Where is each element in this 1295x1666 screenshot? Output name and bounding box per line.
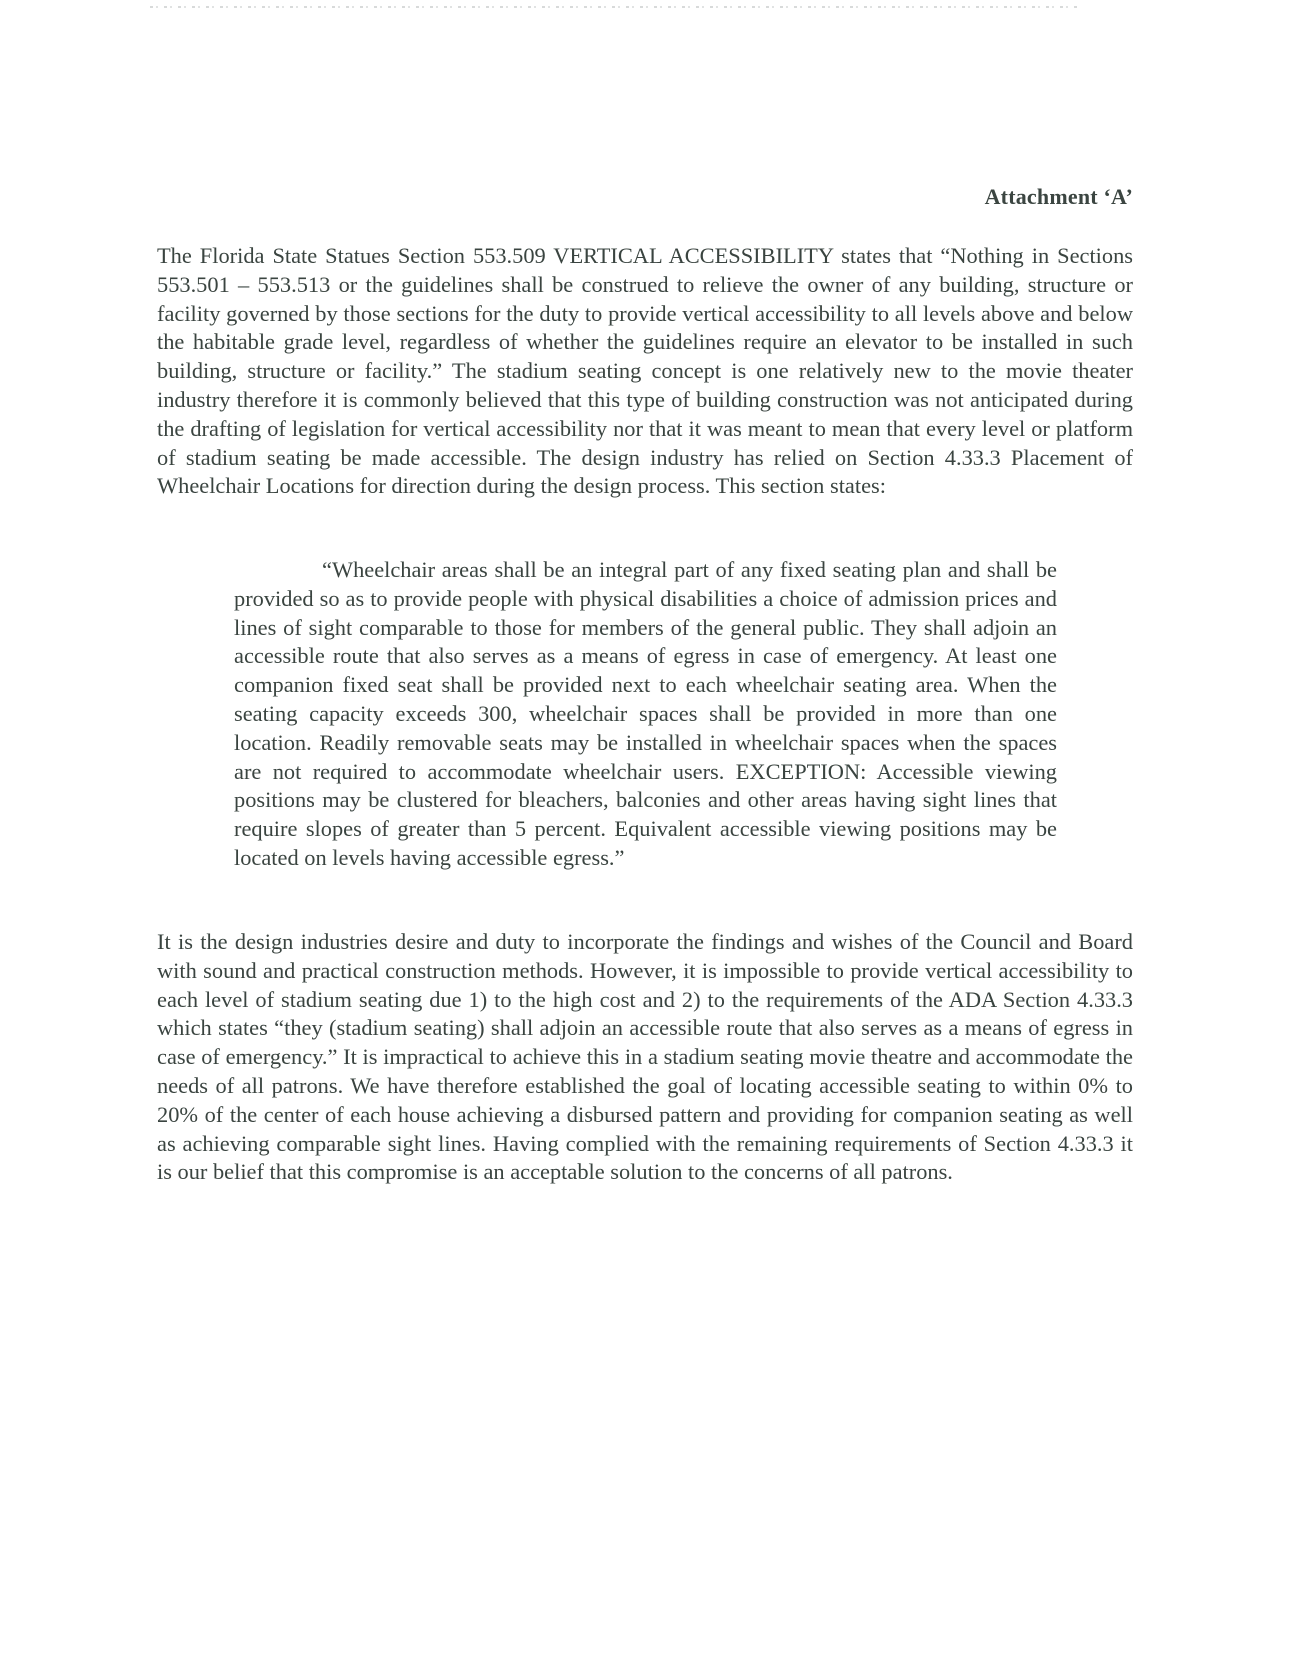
quoted-section-4-33-3: “Wheelchair areas shall be an integral part of any fixed seating plan and shall be provided so as to provide people with physical disabilities a choice of admission prices and lines of sight comparable to those for members of the general public. They shall adjoin an accessible route that also serves as a means of egress in case of emergency. At least one companion fixed seat shall be provided next to each wheelchair seating area. When the seating capacity exceeds 300, wheelchair spaces shall be provided in more than one location. Readily removable seats may be installed in wheelchair spaces when the spaces are not required to accommodate wheelchair users. EXCEPTION: Accessible viewing positions may be clustered for bleachers, balconies and other areas having sight lines that require slopes of greater than 5 percent. Equivalent accessible viewing positions may be located on levels having accessible egress.” — [234, 557, 1057, 870]
attachment-heading: Attachment ‘A’ — [984, 184, 1133, 209]
conclusion-paragraph: It is the design industries desire and duty to incorporate the findings and wishes of the Council and Board with sound and practical construction methods. However, it is impossible to provide vertical accessibility to each level of stadium seating due 1) to the high cost and 2) to the requirements of the ADA Section 4.33.3 which states “they (stadium seating) shall adjoin an accessible route that also serves as a means of egress in case of emergency.” It is impractical to achieve this in a stadium seating movie theatre and accommodate the needs of all patrons. We have therefore established the goal of locating accessible seating to within 0% to 20% of the center of each house achieving a disbursed pattern and providing for companion seating as well as achieving comparable sight lines. Having complied with the remaining requirements of Section 4.33.3 it is our belief that this compromise is an acceptable solution to the concerns of all patrons. — [157, 929, 1133, 1185]
intro-paragraph: The Florida State Statues Section 553.509 VERTICAL ACCESSIBILITY states that “Nothing in Sections 553.501 – 553.513 or the guidelines shall be construed to relieve the owner of any building, structure or facility governed by those sections for the duty to provide vertical accessibility to all levels above and below the habitable grade level, regardless of whether the guidelines require an elevator to be installed in such building, structure or facility.” The stadium seating concept is one relatively new to the movie theater industry therefore it is commonly believed that this type of building construction was not anticipated during the drafting of legislation for vertical accessibility nor that it was meant to mean that every level or platform of stadium seating be made accessible. The design industry has relied on Section 4.33.3 Placement of Wheelchair Locations for direction during the design process. This section states: — [157, 243, 1133, 499]
scan-edge-artifact — [150, 6, 1080, 8]
